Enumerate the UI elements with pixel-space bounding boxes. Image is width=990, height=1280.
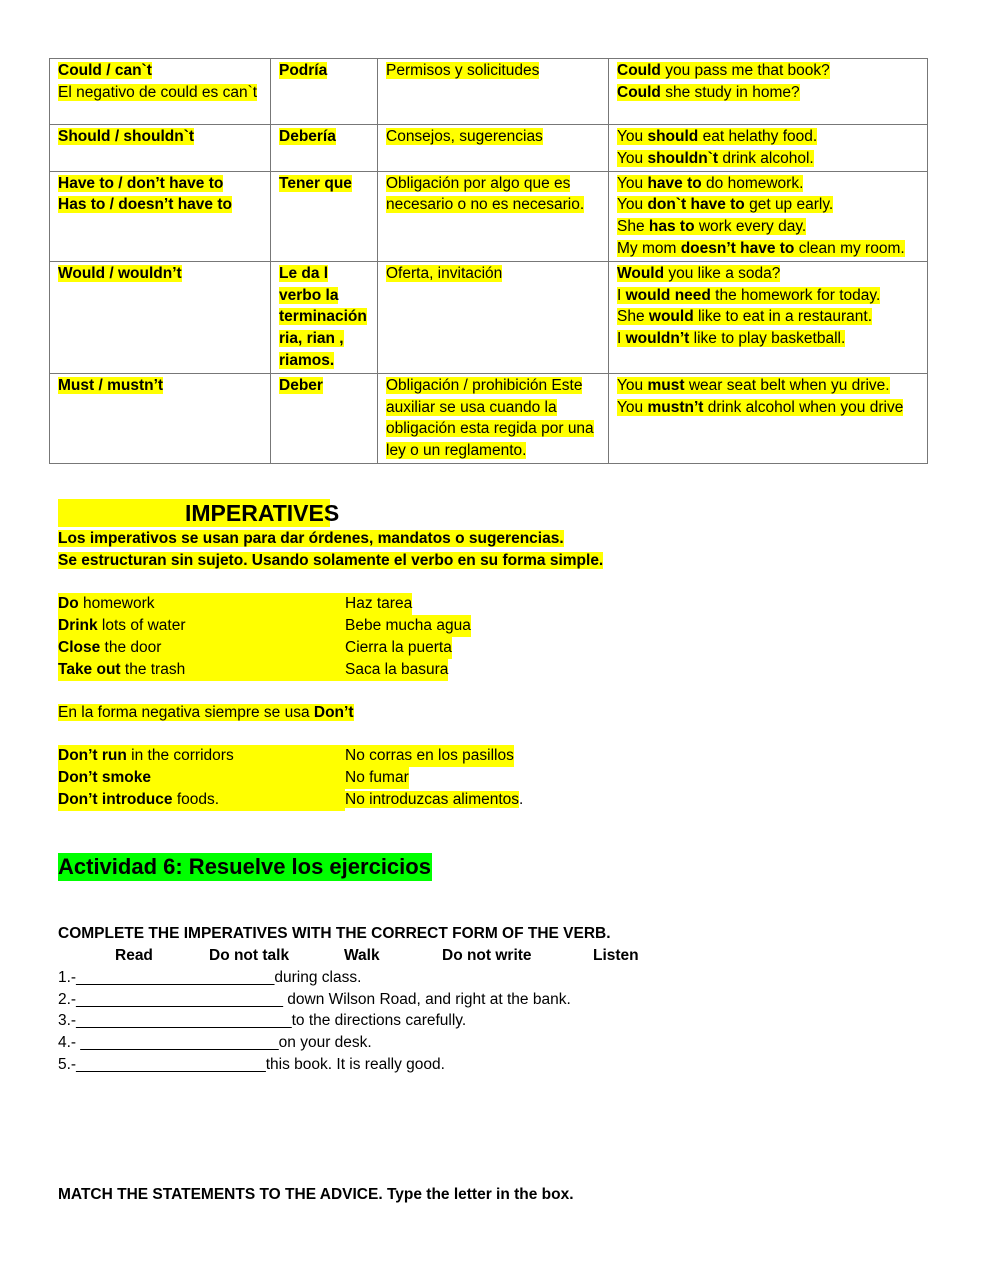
- exercise-sentence[interactable]: 5.-______________________this book. It is really good.: [58, 1056, 445, 1073]
- meaning-cell: Debería: [271, 125, 378, 172]
- use-cell: Oferta, invitación: [378, 261, 609, 373]
- table-row: [50, 59, 928, 125]
- examples-cell: You should eat helathy food. You shouldn`t drink alcohol.: [609, 125, 928, 172]
- meaning-cell: Podría: [271, 59, 378, 125]
- table-row: [50, 171, 928, 261]
- modal-cell: Must / mustn’t: [50, 373, 271, 463]
- modal-cell: Should / shouldn`t: [50, 125, 271, 172]
- modal-cell: Have to / don’t have to Has to / doesn’t have to: [50, 171, 271, 261]
- imperatives-description-2: Se estructuran sin sujeto. Usando solamente el verbo en su forma simple.: [58, 552, 604, 569]
- modal-cell: Could / can`t El negativo de could es can`t: [50, 59, 271, 125]
- meaning-cell: Le da l verbo la terminación ria, rian , riamos.: [271, 261, 378, 373]
- exercise-sentence[interactable]: 4.- _______________________on your desk.: [58, 1034, 372, 1051]
- modal-verbs-table: [49, 58, 928, 464]
- imperatives-title: IMPERATIVES: [58, 499, 330, 527]
- modal-cell: Would / wouldn’t: [50, 261, 271, 373]
- exercise-sentence[interactable]: 1.-_______________________during class.: [58, 969, 362, 986]
- verb-option: Walk: [344, 947, 380, 964]
- meaning-cell: Deber: [271, 373, 378, 463]
- examples-cell: You have to do homework. You don`t have to get up early. She has to work every day. My mom doesn’t have to clean my room.: [609, 171, 928, 261]
- verb-option: Listen: [593, 947, 639, 964]
- verb-option: Read: [115, 947, 153, 964]
- exercise-sentence[interactable]: 2.-________________________ down Wilson Road, and right at the bank.: [58, 991, 571, 1008]
- verb-option: Do not write: [442, 947, 532, 964]
- meaning-cell: Tener que: [271, 171, 378, 261]
- examples-cell: You must wear seat belt when yu drive. You mustn’t drink alcohol when you drive: [609, 373, 928, 463]
- examples-cell: Would you like a soda? I would need the homework for today. She would like to eat in a restaurant. I wouldn’t like to play basketball.: [609, 261, 928, 373]
- table-row: [50, 373, 928, 463]
- imperatives-description-1: Los imperativos se usan para dar órdenes, mandatos o sugerencias.: [58, 530, 564, 547]
- exercise-sentence[interactable]: 3.-_________________________to the directions carefully.: [58, 1012, 467, 1029]
- use-cell: Obligación / prohibición Este auxiliar se usa cuando la obligación esta regida por una ley o un reglamento.: [378, 373, 609, 463]
- use-cell: Obligación por algo que es necesario o no es necesario.: [378, 171, 609, 261]
- verb-option: Do not talk: [209, 947, 290, 964]
- table-row: [50, 261, 928, 373]
- table-row: [50, 125, 928, 172]
- activity-title: Actividad 6: Resuelve los ejercicios: [58, 854, 431, 879]
- negative-note: En la forma negativa siempre se usa Don’t: [58, 704, 354, 721]
- activity-instruction: COMPLETE THE IMPERATIVES WITH THE CORRECT FORM OF THE VERB.: [58, 925, 611, 942]
- match-instruction: MATCH THE STATEMENTS TO THE ADVICE. Type the letter in the box.: [58, 1186, 574, 1203]
- use-cell: Permisos y solicitudes: [378, 59, 609, 125]
- examples-cell: Could you pass me that book? Could she study in home?: [609, 59, 928, 125]
- use-cell: Consejos, sugerencias: [378, 125, 609, 172]
